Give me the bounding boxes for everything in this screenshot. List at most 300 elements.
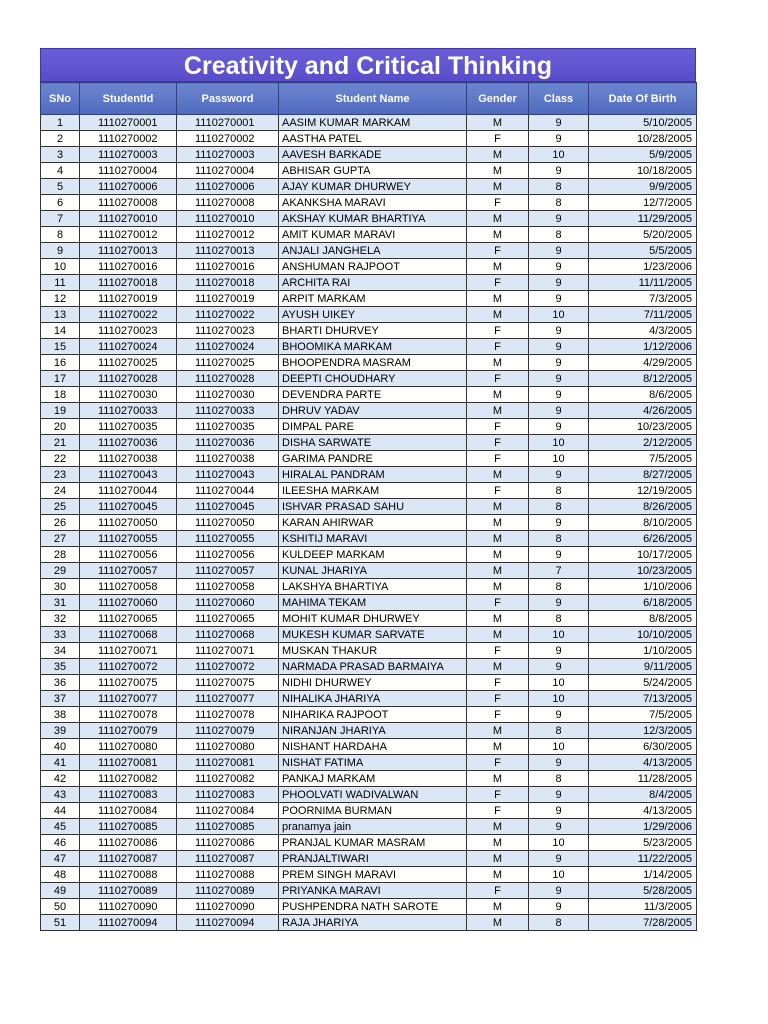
cell-password: 1110270055 [177,531,279,547]
cell-password: 1110270006 [177,179,279,195]
cell-password: 1110270090 [177,899,279,915]
cell-student-name: ARCHITA RAI [279,275,467,291]
cell-student-name: GARIMA PANDRE [279,451,467,467]
cell-gender: M [467,147,529,163]
cell-gender: M [467,739,529,755]
table-row [41,195,697,211]
cell-student-name: ABHISAR GUPTA [279,163,467,179]
cell-date-of-birth: 8/6/2005 [589,387,697,403]
cell-class: 8 [529,499,589,515]
cell-student-id: 1110270081 [80,755,177,771]
cell-student-id: 1110270072 [80,659,177,675]
cell-gender: F [467,707,529,723]
cell-student-name: ANJALI JANGHELA [279,243,467,259]
table-row [41,515,697,531]
cell-sno: 5 [41,179,80,195]
cell-class: 10 [529,147,589,163]
cell-date-of-birth: 5/9/2005 [589,147,697,163]
header-student-id: StudentId [80,83,177,115]
cell-sno: 1 [41,115,80,131]
cell-student-name: NISHANT HARDAHA [279,739,467,755]
cell-password: 1110270068 [177,627,279,643]
cell-student-id: 1110270089 [80,883,177,899]
cell-password: 1110270038 [177,451,279,467]
cell-student-id: 1110270056 [80,547,177,563]
table-row [41,659,697,675]
table-row [41,291,697,307]
cell-sno: 31 [41,595,80,611]
cell-student-name: BHOOMIKA MARKAM [279,339,467,355]
cell-password: 1110270072 [177,659,279,675]
cell-class: 9 [529,899,589,915]
table-row [41,851,697,867]
cell-sno: 30 [41,579,80,595]
cell-gender: M [467,163,529,179]
cell-class: 9 [529,819,589,835]
cell-student-id: 1110270038 [80,451,177,467]
table-row [41,803,697,819]
cell-student-name: BHARTI DHURVEY [279,323,467,339]
cell-student-id: 1110270045 [80,499,177,515]
cell-gender: F [467,675,529,691]
cell-sno: 34 [41,643,80,659]
cell-sno: 44 [41,803,80,819]
cell-student-id: 1110270080 [80,739,177,755]
cell-student-id: 1110270022 [80,307,177,323]
cell-password: 1110270078 [177,707,279,723]
cell-password: 1110270023 [177,323,279,339]
cell-sno: 9 [41,243,80,259]
cell-student-id: 1110270060 [80,595,177,611]
cell-password: 1110270004 [177,163,279,179]
cell-class: 10 [529,307,589,323]
cell-student-name: KULDEEP MARKAM [279,547,467,563]
cell-class: 9 [529,659,589,675]
cell-student-id: 1110270057 [80,563,177,579]
cell-date-of-birth: 1/12/2006 [589,339,697,355]
cell-class: 9 [529,803,589,819]
cell-student-name: MOHIT KUMAR DHURWEY [279,611,467,627]
table-row [41,147,697,163]
cell-sno: 42 [41,771,80,787]
cell-student-id: 1110270050 [80,515,177,531]
cell-gender: M [467,899,529,915]
table-row [41,563,697,579]
cell-class: 9 [529,515,589,531]
cell-gender: M [467,259,529,275]
cell-class: 9 [529,467,589,483]
cell-student-id: 1110270044 [80,483,177,499]
table-row [41,707,697,723]
cell-student-name: PUSHPENDRA NATH SAROTE [279,899,467,915]
cell-class: 10 [529,691,589,707]
cell-date-of-birth: 12/7/2005 [589,195,697,211]
cell-student-name: NIDHI DHURWEY [279,675,467,691]
cell-date-of-birth: 10/23/2005 [589,563,697,579]
cell-password: 1110270081 [177,755,279,771]
cell-password: 1110270050 [177,515,279,531]
cell-student-name: BHOOPENDRA MASRAM [279,355,467,371]
cell-password: 1110270058 [177,579,279,595]
cell-class: 9 [529,275,589,291]
cell-sno: 19 [41,403,80,419]
table-row [41,403,697,419]
cell-gender: F [467,339,529,355]
cell-student-name: ILEESHA MARKAM [279,483,467,499]
cell-student-name: NIRANJAN JHARIYA [279,723,467,739]
cell-student-name: AKSHAY KUMAR BHARTIYA [279,211,467,227]
cell-student-name: DEEPTI CHOUDHARY [279,371,467,387]
cell-student-name: PANKAJ MARKAM [279,771,467,787]
cell-class: 9 [529,163,589,179]
cell-sno: 36 [41,675,80,691]
cell-student-id: 1110270013 [80,243,177,259]
cell-class: 8 [529,179,589,195]
cell-student-name: PRIYANKA MARAVI [279,883,467,899]
cell-student-id: 1110270082 [80,771,177,787]
table-row [41,691,697,707]
cell-sno: 3 [41,147,80,163]
cell-date-of-birth: 8/27/2005 [589,467,697,483]
cell-date-of-birth: 11/3/2005 [589,899,697,915]
cell-student-name: POORNIMA BURMAN [279,803,467,819]
table-row [41,371,697,387]
cell-gender: M [467,291,529,307]
cell-student-name: MUSKAN THAKUR [279,643,467,659]
cell-sno: 51 [41,915,80,931]
cell-date-of-birth: 10/18/2005 [589,163,697,179]
cell-gender: F [467,131,529,147]
cell-gender: M [467,579,529,595]
table-row [41,755,697,771]
header-gender: Gender [467,83,529,115]
cell-student-id: 1110270035 [80,419,177,435]
cell-student-id: 1110270024 [80,339,177,355]
cell-gender: F [467,419,529,435]
cell-student-id: 1110270023 [80,323,177,339]
cell-student-id: 1110270033 [80,403,177,419]
cell-gender: F [467,243,529,259]
cell-gender: F [467,803,529,819]
cell-sno: 24 [41,483,80,499]
cell-sno: 38 [41,707,80,723]
cell-class: 10 [529,627,589,643]
cell-sno: 6 [41,195,80,211]
cell-date-of-birth: 5/5/2005 [589,243,697,259]
table-row [41,835,697,851]
cell-sno: 37 [41,691,80,707]
cell-sno: 48 [41,867,80,883]
cell-class: 8 [529,531,589,547]
cell-student-id: 1110270019 [80,291,177,307]
cell-class: 9 [529,259,589,275]
cell-student-id: 1110270002 [80,131,177,147]
cell-gender: F [467,451,529,467]
cell-class: 10 [529,435,589,451]
cell-date-of-birth: 1/10/2006 [589,579,697,595]
cell-student-name: HIRALAL PANDRAM [279,467,467,483]
cell-class: 8 [529,227,589,243]
cell-class: 8 [529,483,589,499]
cell-password: 1110270025 [177,355,279,371]
cell-date-of-birth: 10/23/2005 [589,419,697,435]
cell-student-id: 1110270075 [80,675,177,691]
cell-class: 10 [529,451,589,467]
cell-password: 1110270035 [177,419,279,435]
cell-sno: 39 [41,723,80,739]
table-row [41,611,697,627]
cell-student-name: AASTHA PATEL [279,131,467,147]
cell-password: 1110270094 [177,915,279,931]
cell-gender: M [467,659,529,675]
table-row [41,883,697,899]
cell-password: 1110270022 [177,307,279,323]
table-row [41,243,697,259]
cell-student-id: 1110270008 [80,195,177,211]
cell-gender: M [467,227,529,243]
cell-student-name: DIMPAL PARE [279,419,467,435]
cell-date-of-birth: 8/26/2005 [589,499,697,515]
cell-class: 9 [529,755,589,771]
cell-student-name: NISHAT FATIMA [279,755,467,771]
cell-sno: 22 [41,451,80,467]
cell-password: 1110270080 [177,739,279,755]
table-row [41,355,697,371]
cell-date-of-birth: 6/18/2005 [589,595,697,611]
cell-student-name: AYUSH UIKEY [279,307,467,323]
cell-sno: 46 [41,835,80,851]
cell-gender: F [467,275,529,291]
cell-gender: M [467,531,529,547]
cell-password: 1110270019 [177,291,279,307]
cell-sno: 32 [41,611,80,627]
header-sno: SNo [41,83,80,115]
cell-student-id: 1110270028 [80,371,177,387]
cell-class: 9 [529,291,589,307]
cell-date-of-birth: 6/26/2005 [589,531,697,547]
cell-student-id: 1110270071 [80,643,177,659]
cell-class: 9 [529,643,589,659]
cell-gender: M [467,467,529,483]
cell-student-id: 1110270090 [80,899,177,915]
cell-date-of-birth: 5/24/2005 [589,675,697,691]
cell-date-of-birth: 11/11/2005 [589,275,697,291]
cell-sno: 8 [41,227,80,243]
table-row [41,419,697,435]
cell-date-of-birth: 8/8/2005 [589,611,697,627]
cell-sno: 23 [41,467,80,483]
table-row [41,339,697,355]
cell-student-name: AJAY KUMAR DHURWEY [279,179,467,195]
cell-gender: M [467,115,529,131]
cell-student-id: 1110270030 [80,387,177,403]
cell-date-of-birth: 4/3/2005 [589,323,697,339]
cell-student-id: 1110270087 [80,851,177,867]
cell-student-id: 1110270018 [80,275,177,291]
cell-sno: 49 [41,883,80,899]
cell-class: 9 [529,595,589,611]
table-row [41,819,697,835]
table-row [41,675,697,691]
cell-password: 1110270057 [177,563,279,579]
cell-gender: M [467,627,529,643]
cell-class: 8 [529,915,589,931]
cell-student-id: 1110270006 [80,179,177,195]
cell-gender: F [467,643,529,659]
table-row [41,739,697,755]
table-row [41,899,697,915]
cell-password: 1110270089 [177,883,279,899]
cell-date-of-birth: 12/19/2005 [589,483,697,499]
sheet-title: Creativity and Critical Thinking [40,48,696,82]
cell-student-name: NIHALIKA JHARIYA [279,691,467,707]
table-row [41,307,697,323]
cell-student-name: PHOOLVATI WADIVALWAN [279,787,467,803]
cell-password: 1110270056 [177,547,279,563]
cell-date-of-birth: 8/12/2005 [589,371,697,387]
cell-gender: M [467,355,529,371]
cell-sno: 35 [41,659,80,675]
cell-password: 1110270028 [177,371,279,387]
cell-class: 9 [529,547,589,563]
cell-password: 1110270036 [177,435,279,451]
cell-student-id: 1110270003 [80,147,177,163]
student-sheet [40,48,696,931]
cell-gender: F [467,483,529,499]
cell-gender: F [467,595,529,611]
cell-student-id: 1110270085 [80,819,177,835]
cell-sno: 12 [41,291,80,307]
cell-student-name: KSHITIJ MARAVI [279,531,467,547]
cell-password: 1110270001 [177,115,279,131]
cell-gender: M [467,547,529,563]
cell-sno: 29 [41,563,80,579]
cell-password: 1110270075 [177,675,279,691]
table-row [41,531,697,547]
cell-date-of-birth: 4/29/2005 [589,355,697,371]
cell-sno: 26 [41,515,80,531]
table-row [41,179,697,195]
cell-student-id: 1110270012 [80,227,177,243]
cell-date-of-birth: 7/13/2005 [589,691,697,707]
table-row [41,275,697,291]
cell-password: 1110270012 [177,227,279,243]
cell-class: 9 [529,371,589,387]
cell-class: 9 [529,339,589,355]
cell-sno: 21 [41,435,80,451]
table-row [41,163,697,179]
cell-student-id: 1110270065 [80,611,177,627]
cell-password: 1110270030 [177,387,279,403]
table-row [41,579,697,595]
table-row [41,467,697,483]
cell-student-name: DEVENDRA PARTE [279,387,467,403]
cell-student-name: AASIM KUMAR MARKAM [279,115,467,131]
cell-class: 9 [529,851,589,867]
cell-password: 1110270079 [177,723,279,739]
cell-date-of-birth: 9/9/2005 [589,179,697,195]
cell-gender: F [467,371,529,387]
cell-class: 9 [529,419,589,435]
cell-class: 8 [529,579,589,595]
cell-class: 9 [529,787,589,803]
cell-password: 1110270018 [177,275,279,291]
cell-sno: 7 [41,211,80,227]
cell-sno: 17 [41,371,80,387]
cell-student-name: pranamya jain [279,819,467,835]
cell-student-id: 1110270083 [80,787,177,803]
cell-date-of-birth: 8/10/2005 [589,515,697,531]
cell-date-of-birth: 10/17/2005 [589,547,697,563]
header-password: Password [177,83,279,115]
cell-student-name: AKANKSHA MARAVI [279,195,467,211]
cell-date-of-birth: 2/12/2005 [589,435,697,451]
cell-gender: M [467,771,529,787]
cell-student-name: ANSHUMAN RAJPOOT [279,259,467,275]
cell-student-id: 1110270001 [80,115,177,131]
cell-date-of-birth: 5/20/2005 [589,227,697,243]
cell-password: 1110270086 [177,835,279,851]
cell-password: 1110270033 [177,403,279,419]
cell-sno: 50 [41,899,80,915]
cell-date-of-birth: 11/28/2005 [589,771,697,787]
header-student-name: Student Name [279,83,467,115]
cell-gender: F [467,323,529,339]
cell-sno: 4 [41,163,80,179]
cell-date-of-birth: 7/11/2005 [589,307,697,323]
cell-student-name: PREM SINGH MARAVI [279,867,467,883]
cell-password: 1110270088 [177,867,279,883]
cell-password: 1110270071 [177,643,279,659]
table-row [41,627,697,643]
cell-date-of-birth: 5/10/2005 [589,115,697,131]
cell-student-name: KUNAL JHARIYA [279,563,467,579]
cell-password: 1110270024 [177,339,279,355]
cell-student-id: 1110270068 [80,627,177,643]
cell-password: 1110270043 [177,467,279,483]
student-table [40,82,697,931]
table-header [41,83,697,115]
cell-class: 8 [529,723,589,739]
table-row [41,211,697,227]
cell-student-id: 1110270058 [80,579,177,595]
cell-password: 1110270082 [177,771,279,787]
cell-student-id: 1110270077 [80,691,177,707]
cell-student-id: 1110270086 [80,835,177,851]
cell-class: 9 [529,883,589,899]
cell-password: 1110270013 [177,243,279,259]
cell-date-of-birth: 9/11/2005 [589,659,697,675]
table-row [41,643,697,659]
table-row [41,227,697,243]
cell-password: 1110270045 [177,499,279,515]
cell-student-id: 1110270088 [80,867,177,883]
cell-gender: F [467,195,529,211]
cell-class: 9 [529,211,589,227]
header-date-of-birth: Date Of Birth [589,83,697,115]
cell-sno: 47 [41,851,80,867]
cell-sno: 28 [41,547,80,563]
cell-student-name: KARAN AHIRWAR [279,515,467,531]
cell-student-id: 1110270079 [80,723,177,739]
cell-password: 1110270077 [177,691,279,707]
cell-student-name: PRANJALTIWARI [279,851,467,867]
cell-student-id: 1110270016 [80,259,177,275]
cell-class: 9 [529,403,589,419]
table-row [41,499,697,515]
cell-student-id: 1110270084 [80,803,177,819]
cell-date-of-birth: 10/10/2005 [589,627,697,643]
